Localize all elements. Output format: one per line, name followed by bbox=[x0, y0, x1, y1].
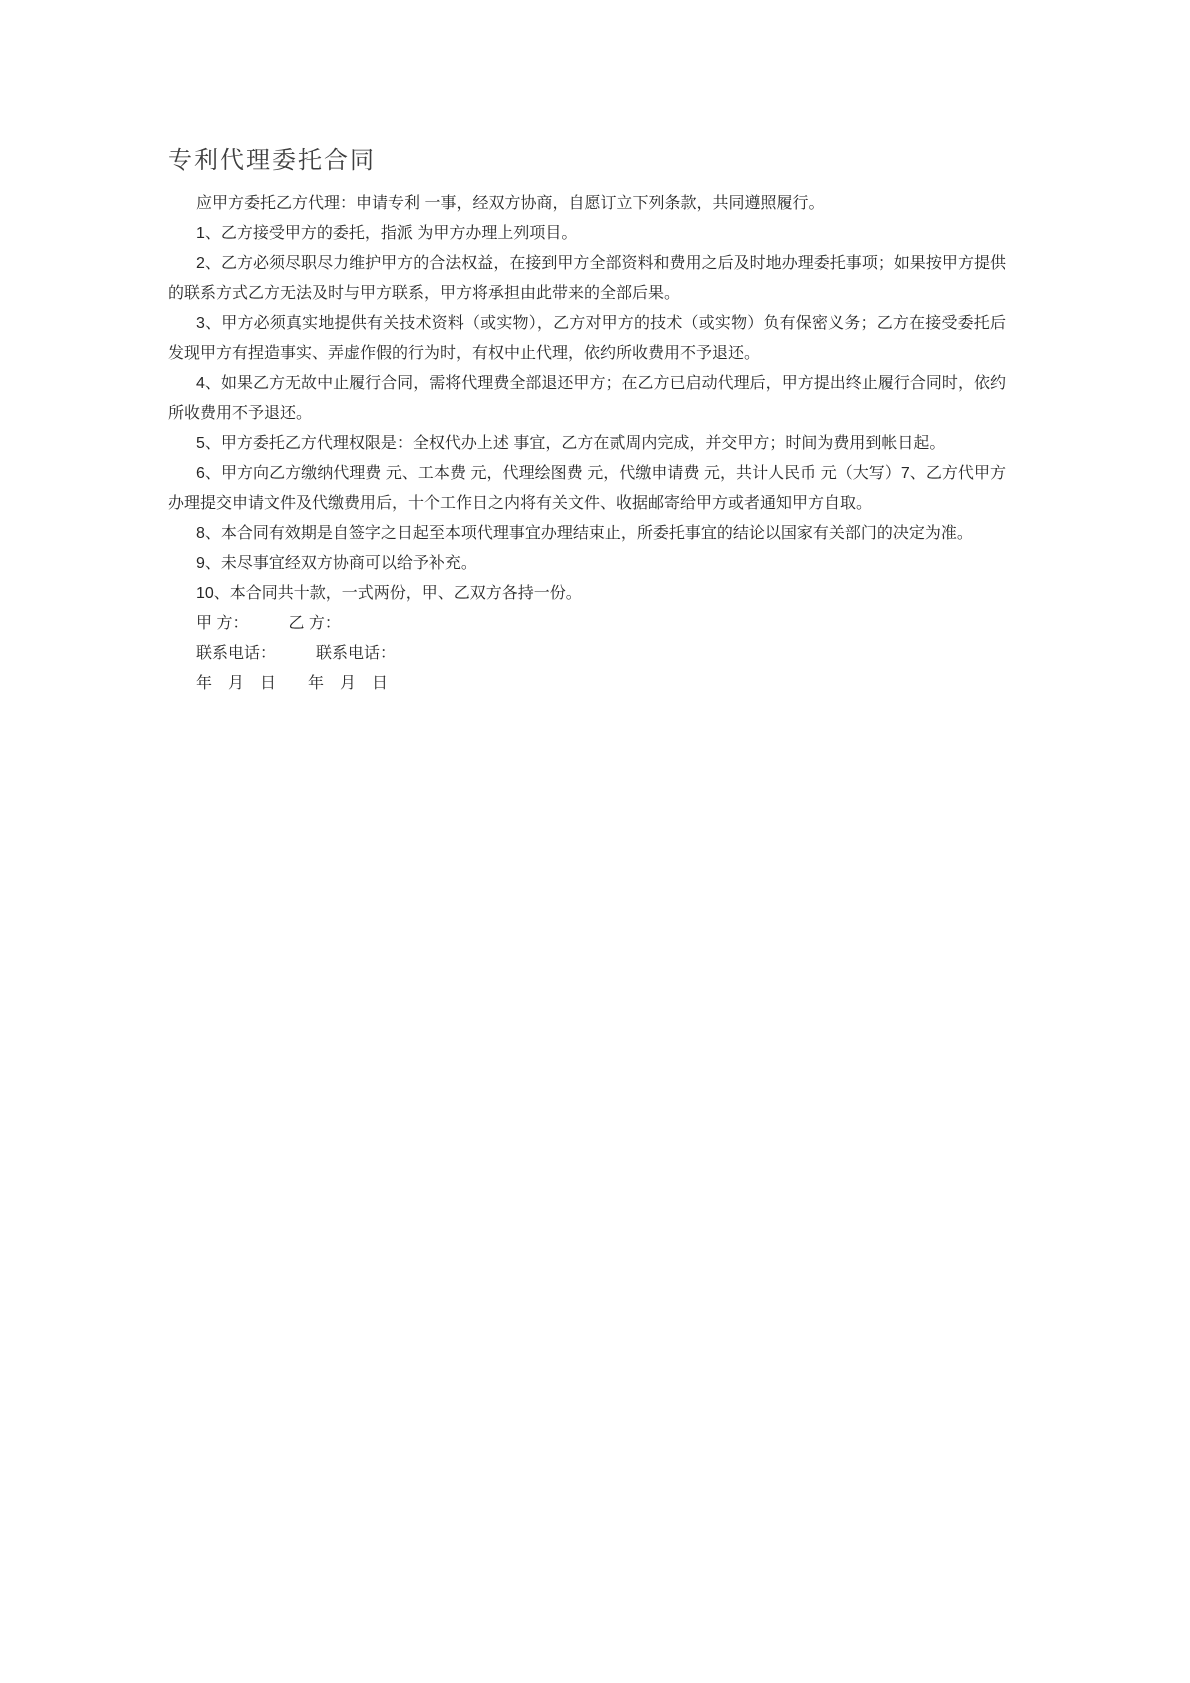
document-content bbox=[168, 144, 1006, 699]
clause-paragraph: 1、乙方接受甲方的委托，指派 为甲方办理上列项目。 bbox=[196, 225, 578, 242]
clause-paragraph: 6、甲方向乙方缴纳代理费 元、工本费 元，代理绘图费 元，代缴申请费 元，共计人民币 元（大写）7、乙方代甲方办理提交申请文件及代缴费用后，十个工作日之内将有关文件、收据邮寄给甲方或者通知甲方自取。 bbox=[168, 465, 1006, 512]
clause-paragraph: 5、甲方委托乙方代理权限是：全权代办上述 事宜，乙方在贰周内完成，并交甲方；时间为费用到帐日起。 bbox=[196, 435, 946, 452]
clause-paragraph: 4、如果乙方无故中止履行合同，需将代理费全部退还甲方；在乙方已启动代理后，甲方提出终止履行合同时，依约所收费用不予退还。 bbox=[168, 375, 1006, 422]
signature-phones-line: 联系电话： 联系电话： bbox=[196, 645, 397, 662]
intro-paragraph: 应甲方委托乙方代理：申请专利 一事，经双方协商，自愿订立下列条款，共同遵照履行。 bbox=[196, 195, 825, 212]
clause-paragraph: 2、乙方必须尽职尽力维护甲方的合法权益，在接到甲方全部资料和费用之后及时地办理委托事项；如果按甲方提供的联系方式乙方无法及时与甲方联系，甲方将承担由此带来的全部后果。 bbox=[168, 255, 1006, 302]
signature-parties-line: 甲 方： 乙 方： bbox=[196, 615, 341, 632]
clause-paragraph: 3、甲方必须真实地提供有关技术资料（或实物），乙方对甲方的技术（或实物）负有保密义务；乙方在接受委托后发现甲方有捏造事实、弄虚作假的行为时，有权中止代理，依约所收费用不予退还。 bbox=[168, 315, 1006, 362]
clause-paragraph: 10、本合同共十款，一式两份，甲、乙双方各持一份。 bbox=[196, 585, 582, 602]
clause-paragraph: 8、本合同有效期是自签字之日起至本项代理事宜办理结束止，所委托事宜的结论以国家有关部门的决定为准。 bbox=[196, 525, 973, 542]
signature-dates-line: 年 月 日 年 月 日 bbox=[196, 675, 389, 692]
clause-paragraph: 9、未尽事宜经双方协商可以给予补充。 bbox=[196, 555, 477, 572]
clauses-container bbox=[168, 219, 1006, 609]
document-title: 专利代理委托合同 bbox=[168, 148, 376, 174]
